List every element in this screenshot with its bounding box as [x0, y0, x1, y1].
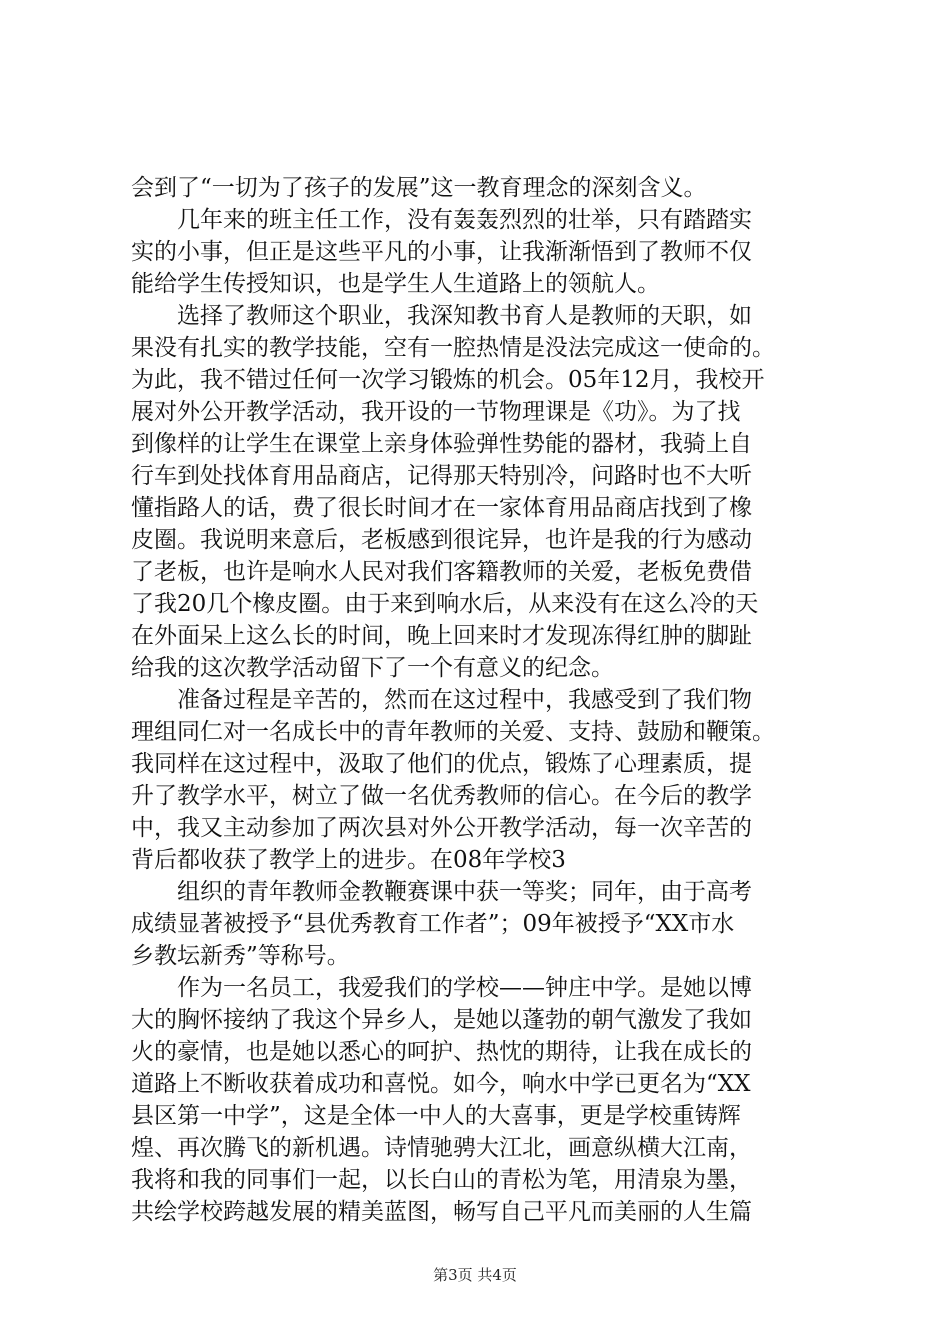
text-line: 我同样在这过程中，汲取了他们的优点，锻炼了心理素质，提: [131, 751, 752, 777]
text-line: 果没有扎实的教学技能，空有一腔热情是没法完成这一使命的。: [131, 335, 775, 361]
text-line: 会到了“一切为了孩子的发展”这一教育理念的深刻含义。: [131, 175, 707, 201]
text-line: 道路上不断收获着成功和喜悦。如今，响水中学已更名为“XX: [131, 1071, 751, 1097]
text-line: 实的小事，但正是这些平凡的小事，让我渐渐悟到了教师不仅: [131, 239, 752, 265]
text-line: 了老板，也许是响水人民对我们客籍教师的关爱，老板免费借: [131, 559, 752, 585]
text-line: 行车到处找体育用品商店，记得那天特别冷，问路时也不大听: [131, 463, 752, 489]
text-line: 乡教坛新秀”等称号。: [131, 943, 350, 969]
text-line: 理组同仁对一名成长中的青年教师的关爱、支持、鼓励和鞭策。: [131, 719, 775, 745]
text-line: 中，我又主动参加了两次县对外公开教学活动，每一次辛苦的: [131, 815, 752, 841]
paragraph-start-line: 准备过程是辛苦的，然而在这过程中，我感受到了我们物: [177, 687, 752, 713]
text-line: 皮圈。我说明来意后，老板感到很诧异，也许是我的行为感动: [131, 527, 752, 553]
text-line: 到像样的让学生在课堂上亲身体验弹性势能的器材，我骑上自: [131, 431, 752, 457]
text-line: 能给学生传授知识，也是学生人生道路上的领航人。: [131, 271, 660, 297]
text-line: 共绘学校跨越发展的精美蓝图，畅写自己平凡而美丽的人生篇: [131, 1199, 752, 1225]
text-line: 给我的这次教学活动留下了一个有意义的纪念。: [131, 655, 614, 681]
body-text: [131, 172, 831, 1228]
paragraph-start-line: 作为一名员工，我爱我们的学校——钟庄中学。是她以博: [177, 975, 752, 1001]
text-line: 县区第一中学”，这是全体一中人的大喜事，更是学校重铸辉: [131, 1103, 741, 1129]
text-line: 煌、再次腾飞的新机遇。诗情驰骋大江北，画意纵横大江南，: [131, 1135, 752, 1161]
page-footer: 第3页 共4页: [433, 1266, 517, 1284]
text-line: 升了教学水平，树立了做一名优秀教师的信心。在今后的教学: [131, 783, 752, 809]
text-line: 懂指路人的话，费了很长时间才在一家体育用品商店找到了橡: [131, 495, 752, 521]
text-line: 展对外公开教学活动，我开设的一节物理课是《功》。为了找: [131, 399, 741, 425]
text-line: 成绩显著被授予“县优秀教育工作者”；09年被授予“XX市水: [131, 911, 735, 937]
text-line: 背后都收获了教学上的进步。在08年学校3: [131, 847, 566, 873]
text-line: 我将和我的同事们一起，以长白山的青松为笔，用清泉为墨，: [131, 1167, 752, 1193]
text-line: 大的胸怀接纳了我这个异乡人，是她以蓬勃的朝气激发了我如: [131, 1007, 752, 1033]
paragraph-start-line: 选择了教师这个职业，我深知教书育人是教师的天职，如: [177, 303, 752, 329]
paragraph-start-line: 几年来的班主任工作，没有轰轰烈烈的壮举，只有踏踏实: [177, 207, 752, 233]
text-line: 火的豪情，也是她以悉心的呵护、热忱的期待，让我在成长的: [131, 1039, 752, 1065]
text-line: 在外面呆上这么长的时间，晚上回来时才发现冻得红肿的脚趾: [131, 623, 752, 649]
paragraph-start-line: 组织的青年教师金教鞭赛课中获一等奖；同年，由于高考: [177, 879, 752, 905]
text-line: 为此，我不错过任何一次学习锻炼的机会。05年12月，我校开: [131, 367, 765, 393]
text-line: 了我20几个橡皮圈。由于来到响水后，从来没有在这么冷的天: [131, 591, 759, 617]
